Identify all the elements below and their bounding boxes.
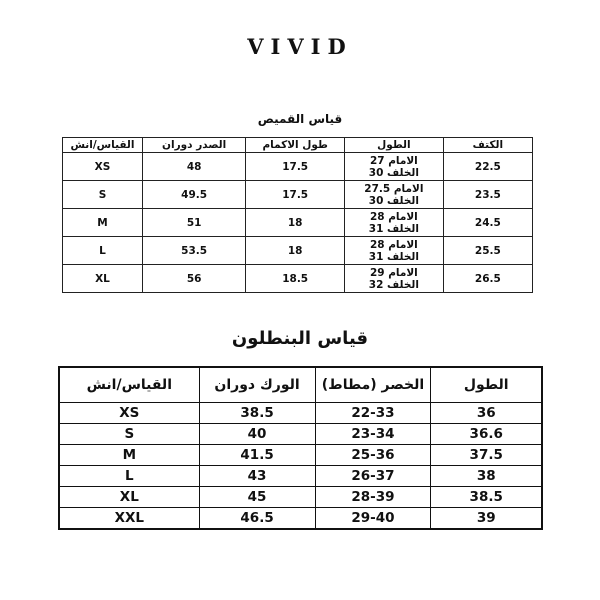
- cell-size: M: [63, 209, 143, 237]
- shirt-size-title: قياس القميص: [257, 112, 343, 126]
- cell-sleeve: 18.5: [246, 265, 345, 293]
- brand-logo: VIVID: [247, 34, 353, 59]
- header-size: القياس/انش: [63, 138, 143, 153]
- cell-sleeve: 17.5: [246, 181, 345, 209]
- header-shoulder: الكتف: [443, 138, 532, 153]
- cell-waist: 29-40: [315, 508, 431, 530]
- table-row: [63, 209, 533, 237]
- cell-size: M: [59, 445, 199, 466]
- cell-length: [345, 265, 444, 293]
- cell-size: S: [59, 424, 199, 445]
- table-row: [59, 445, 542, 466]
- length-front: الامام 29: [369, 266, 418, 279]
- cell-sleeve: 17.5: [246, 153, 345, 181]
- table-row: [59, 487, 542, 508]
- length-back: الخلف 30: [368, 166, 419, 179]
- cell-size: XL: [59, 487, 199, 508]
- header-chest: الصدر دوران: [142, 138, 245, 153]
- cell-hip: 46.5: [199, 508, 315, 530]
- cell-chest: 53.5: [142, 237, 245, 265]
- cell-sleeve: 18: [246, 209, 345, 237]
- cell-chest: 56: [142, 265, 245, 293]
- cell-length: 39: [431, 508, 542, 530]
- cell-length: 36: [431, 403, 542, 424]
- length-back: الخلف 31: [368, 222, 419, 235]
- table-header-row: [63, 138, 533, 153]
- length-front: الامام 28: [369, 238, 418, 251]
- cell-shoulder: 25.5: [443, 237, 532, 265]
- cell-length: 37.5: [431, 445, 542, 466]
- cell-waist: 22-33: [315, 403, 431, 424]
- length-front: الامام 27: [369, 154, 418, 167]
- table-header-row: [59, 367, 542, 403]
- cell-waist: 25-36: [315, 445, 431, 466]
- cell-chest: 51: [142, 209, 245, 237]
- cell-length: 38: [431, 466, 542, 487]
- cell-length: [345, 181, 444, 209]
- cell-hip: 45: [199, 487, 315, 508]
- table-row: [59, 403, 542, 424]
- length-front: الامام 27.5: [364, 182, 424, 195]
- table-row: [59, 508, 542, 530]
- table-row: [59, 424, 542, 445]
- cell-size: XXL: [59, 508, 199, 530]
- cell-length: [345, 237, 444, 265]
- table-row: [59, 466, 542, 487]
- cell-chest: 48: [142, 153, 245, 181]
- cell-size: L: [63, 237, 143, 265]
- header-hip: الورك دوران: [199, 367, 315, 403]
- cell-length: 36.6: [431, 424, 542, 445]
- cell-hip: 40: [199, 424, 315, 445]
- header-length: الطول: [345, 138, 444, 153]
- cell-shoulder: 22.5: [443, 153, 532, 181]
- cell-waist: 28-39: [315, 487, 431, 508]
- cell-size: L: [59, 466, 199, 487]
- cell-shoulder: 26.5: [443, 265, 532, 293]
- cell-shoulder: 24.5: [443, 209, 532, 237]
- cell-waist: 23-34: [315, 424, 431, 445]
- cell-length: [345, 153, 444, 181]
- cell-hip: 38.5: [199, 403, 315, 424]
- header-sleeve: طول الاكمام: [246, 138, 345, 153]
- table-row: [63, 181, 533, 209]
- cell-length: [345, 209, 444, 237]
- cell-size: XS: [63, 153, 143, 181]
- shirt-size-table: [62, 137, 533, 293]
- cell-length: 38.5: [431, 487, 542, 508]
- cell-shoulder: 23.5: [443, 181, 532, 209]
- pants-size-table: [58, 366, 543, 530]
- header-length: الطول: [431, 367, 542, 403]
- cell-waist: 26-37: [315, 466, 431, 487]
- cell-size: XL: [63, 265, 143, 293]
- cell-size: S: [63, 181, 143, 209]
- table-row: [63, 265, 533, 293]
- length-back: الخلف 31: [368, 250, 419, 263]
- cell-hip: 41.5: [199, 445, 315, 466]
- cell-hip: 43: [199, 466, 315, 487]
- table-row: [63, 237, 533, 265]
- header-waist: الخصر (مطاط): [315, 367, 431, 403]
- cell-chest: 49.5: [142, 181, 245, 209]
- length-back: الخلف 32: [368, 278, 419, 291]
- table-row: [63, 153, 533, 181]
- cell-size: XS: [59, 403, 199, 424]
- cell-sleeve: 18: [246, 237, 345, 265]
- pants-size-title: قياس البنطلون: [231, 328, 369, 349]
- length-back: الخلف 30: [368, 194, 419, 207]
- header-size: القياس/انش: [59, 367, 199, 403]
- length-front: الامام 28: [369, 210, 418, 223]
